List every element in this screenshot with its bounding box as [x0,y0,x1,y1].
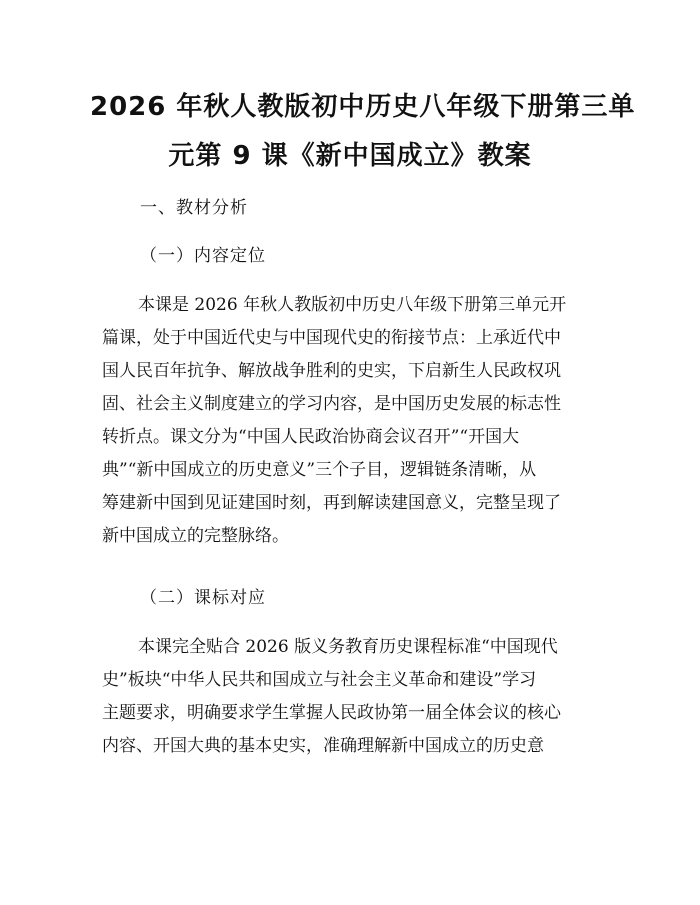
paragraph-line: 典”“新中国成立的历史意义”三个子目，逻辑链条清晰，从 [102,460,537,480]
paragraph-line: 新中国成立的完整脉络。 [102,526,289,546]
paragraph-line: 转折点。课文分为“中国人民政治协商会议召开”“开国大 [102,427,520,447]
document-title-line-2: 元第 9 课《新中国成立》教案 [168,141,532,171]
section-heading-textbook-analysis: 一、教材分析 [140,198,248,218]
subsection-heading-curriculum-standard: （二）课标对应 [140,588,266,608]
paragraph-line: 主题要求，明确要求学生掌握人民政协第一届全体会议的核心 [102,703,561,723]
paragraph-line: 本课完全贴合 2026 版义务教育历史课程标准“中国现代 [138,637,558,657]
subsection-heading-content-positioning: （一）内容定位 [140,246,266,266]
paragraph-line: 内容、开国大典的基本史实，准确理解新中国成立的历史意 [102,736,544,756]
paragraph-line: 国人民百年抗争、解放战争胜利的史实，下启新生人民政权巩 [102,361,561,381]
document-title-line-1: 2026 年秋人教版初中历史八年级下册第三单 [90,92,636,122]
paragraph-line: 筹建新中国到见证建国时刻，再到解读建国意义，完整呈现了 [102,493,561,513]
paragraph-line: 本课是 2026 年秋人教版初中历史八年级下册第三单元开 [138,295,567,315]
paragraph-line: 固、社会主义制度建立的学习内容，是中国历史发展的标志性 [102,394,561,414]
paragraph-line: 史”板块“中华人民共和国成立与社会主义革命和建设”学习 [102,670,537,690]
paragraph-line: 篇课，处于中国近代史与中国现代史的衔接节点：上承近代中 [102,328,561,348]
